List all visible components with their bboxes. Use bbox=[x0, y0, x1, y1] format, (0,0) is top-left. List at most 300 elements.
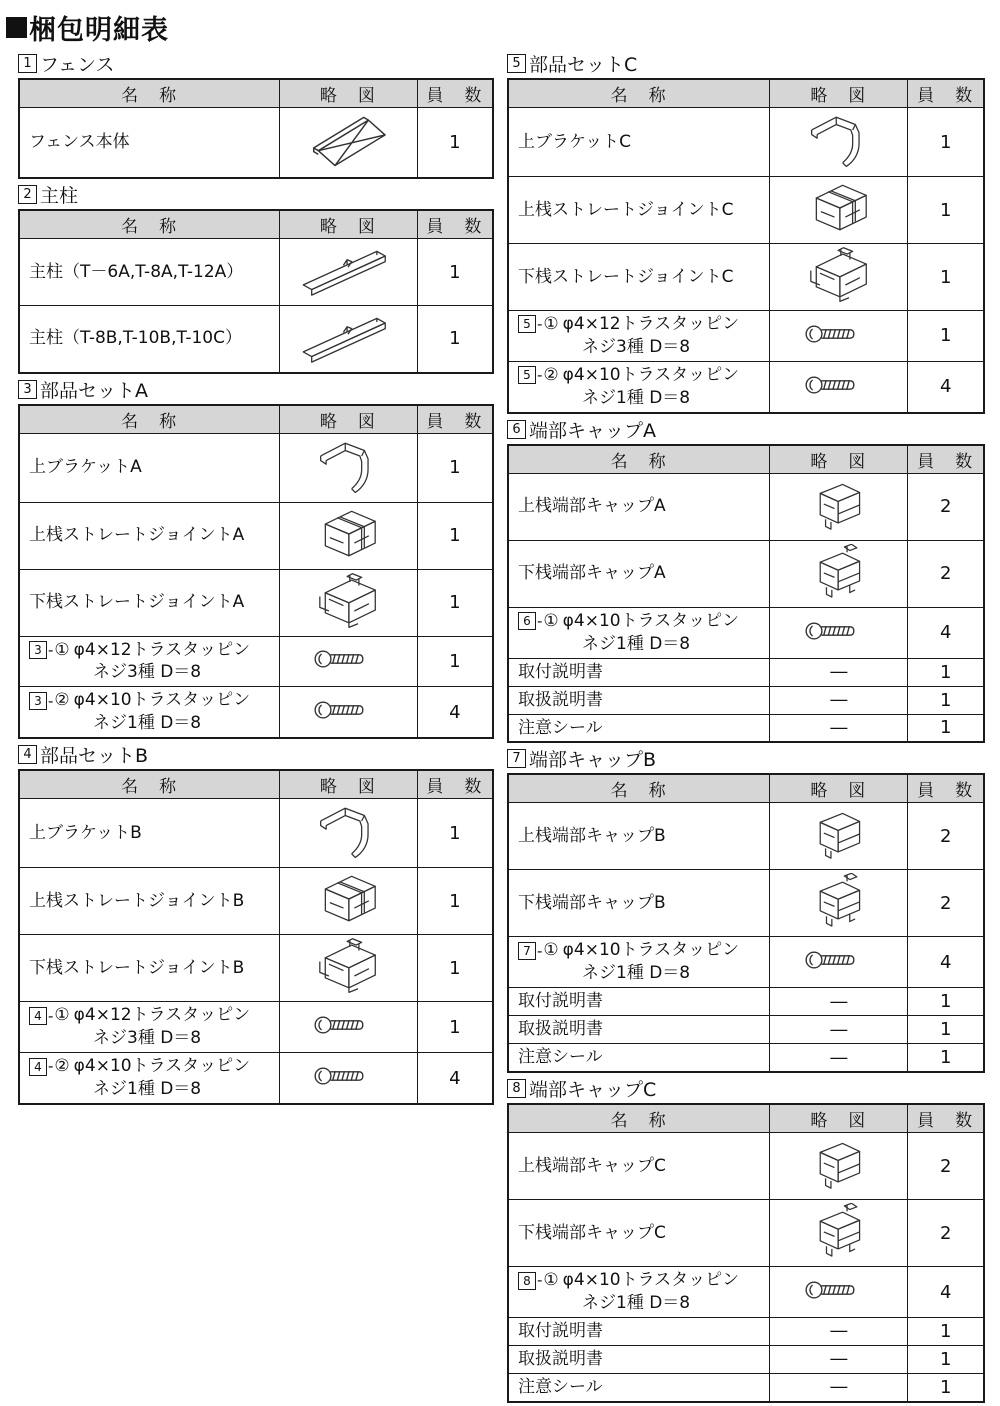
part-sketch-cell bbox=[770, 1318, 908, 1346]
table-header-row bbox=[508, 1104, 984, 1133]
part-name bbox=[518, 892, 765, 915]
part-quantity: 1 bbox=[417, 108, 493, 179]
prefix-number-box: 3 bbox=[29, 692, 47, 710]
part-name-line2: ネジ3種 D＝8 bbox=[93, 1028, 202, 1049]
table-header-row bbox=[508, 445, 984, 474]
part-quantity: 4 bbox=[908, 607, 984, 658]
table-row bbox=[508, 1373, 984, 1401]
table-row bbox=[19, 108, 493, 179]
prefix-separator: - bbox=[537, 941, 543, 960]
column-header-qty: 員 数 bbox=[908, 445, 984, 474]
column-header-qty: 員 数 bbox=[417, 210, 493, 239]
section-1 bbox=[18, 51, 494, 179]
part-quantity: 1 bbox=[417, 502, 493, 569]
section-title: 主柱 bbox=[40, 185, 79, 207]
table-row bbox=[508, 1133, 984, 1200]
table-row bbox=[508, 108, 984, 177]
part-name-cell bbox=[508, 988, 770, 1016]
section-label bbox=[507, 1076, 985, 1101]
part-name-cell bbox=[508, 540, 770, 607]
bracket-sketch-icon bbox=[798, 109, 880, 171]
part-name bbox=[518, 717, 765, 740]
prefix-number-box: 7 bbox=[518, 942, 536, 960]
part-quantity: 2 bbox=[908, 803, 984, 870]
part-sketch-cell bbox=[770, 1200, 908, 1267]
column-header-qty: 員 数 bbox=[908, 774, 984, 803]
table-row bbox=[508, 1267, 984, 1318]
table-row bbox=[19, 433, 493, 502]
part-sketch-cell bbox=[280, 799, 417, 868]
part-sketch-cell bbox=[280, 687, 417, 738]
bracket-sketch-icon bbox=[307, 435, 389, 497]
part-name-cell bbox=[19, 108, 280, 179]
table-row bbox=[508, 658, 984, 686]
part-name-cell bbox=[508, 1044, 770, 1072]
part-sketch-cell bbox=[770, 1133, 908, 1200]
no-sketch-dash: ― bbox=[830, 690, 848, 711]
no-sketch-dash: ― bbox=[830, 1377, 848, 1398]
part-sketch-cell bbox=[770, 361, 908, 412]
no-sketch-dash: ― bbox=[830, 717, 848, 738]
part-quantity: 4 bbox=[417, 1053, 493, 1104]
part-name-text: φ4×10トラスタッピン bbox=[562, 610, 740, 631]
prefix-number-box: 4 bbox=[29, 1058, 47, 1076]
prefix-separator: - bbox=[537, 1271, 543, 1290]
part-sketch-cell bbox=[770, 540, 908, 607]
part-name bbox=[518, 364, 765, 387]
table-row bbox=[508, 1200, 984, 1267]
screw-sketch-icon bbox=[802, 321, 876, 347]
part-name-text: 下桟ストレートジョイントA bbox=[29, 592, 245, 613]
column-header-name: 名 称 bbox=[19, 210, 280, 239]
part-sketch-cell bbox=[770, 658, 908, 686]
part-sketch-cell bbox=[280, 108, 417, 179]
cap-lower-sketch-icon bbox=[805, 1203, 873, 1259]
no-sketch-dash: ― bbox=[830, 991, 848, 1012]
part-name-text: 取扱説明書 bbox=[518, 1019, 603, 1040]
column-header-qty: 員 数 bbox=[417, 770, 493, 799]
page-title bbox=[6, 8, 169, 47]
part-name-line2: ネジ1種 D＝8 bbox=[582, 1293, 691, 1314]
column-header-name: 名 称 bbox=[508, 79, 770, 108]
part-name-cell bbox=[19, 433, 280, 502]
part-name-cell bbox=[508, 870, 770, 937]
part-name-cell bbox=[19, 636, 280, 687]
part-name bbox=[29, 131, 275, 154]
section-5 bbox=[507, 51, 985, 414]
prefix-number-circle: ① bbox=[54, 1005, 70, 1026]
part-name-cell bbox=[508, 1133, 770, 1200]
table-row bbox=[19, 569, 493, 636]
parts-table bbox=[18, 209, 494, 374]
part-name bbox=[518, 266, 765, 289]
part-sketch-cell bbox=[770, 1044, 908, 1072]
part-quantity: 2 bbox=[908, 473, 984, 540]
part-name bbox=[518, 1269, 765, 1292]
no-sketch-dash: ― bbox=[830, 1047, 848, 1068]
part-name bbox=[518, 131, 765, 154]
column-header-name: 名 称 bbox=[508, 1104, 770, 1133]
part-name-text: 上ブラケットA bbox=[29, 457, 142, 478]
section-6 bbox=[507, 417, 985, 744]
part-quantity: 4 bbox=[417, 687, 493, 738]
part-name-cell bbox=[19, 306, 280, 373]
part-sketch-cell bbox=[770, 1345, 908, 1373]
part-sketch-cell bbox=[770, 244, 908, 311]
table-row bbox=[508, 607, 984, 658]
part-quantity: 1 bbox=[417, 1002, 493, 1053]
title-square-icon bbox=[6, 17, 27, 38]
part-name-cell bbox=[508, 177, 770, 244]
part-quantity: 1 bbox=[908, 658, 984, 686]
part-quantity: 1 bbox=[908, 1044, 984, 1072]
parts-table bbox=[507, 78, 985, 414]
part-name-line2: ネジ1種 D＝8 bbox=[582, 963, 691, 984]
prefix-separator: - bbox=[48, 691, 54, 710]
part-sketch-cell bbox=[770, 177, 908, 244]
prefix-number-box: 8 bbox=[518, 1272, 536, 1290]
prefix-number-box: 5 bbox=[518, 315, 536, 333]
part-name-text: 上桟ストレートジョイントC bbox=[518, 199, 734, 220]
part-name-text: 取付説明書 bbox=[518, 1321, 603, 1341]
part-quantity: 2 bbox=[908, 870, 984, 937]
part-name-cell bbox=[508, 714, 770, 742]
section-title: 端部キャップB bbox=[529, 749, 657, 772]
parts-table bbox=[18, 404, 494, 740]
prefix-number-circle: ① bbox=[543, 314, 559, 334]
section-title: 端部キャップC bbox=[529, 1079, 657, 1102]
part-name-text: 上ブラケットB bbox=[29, 822, 142, 843]
screw-sketch-icon bbox=[802, 1277, 876, 1303]
prefix-number-circle: ② bbox=[54, 1056, 70, 1077]
part-name-cell bbox=[19, 1002, 280, 1053]
section-title: 端部キャップA bbox=[529, 419, 656, 442]
section-title: 部品セットC bbox=[529, 54, 638, 76]
page-title-text: 梱包明細表 bbox=[29, 15, 169, 46]
parts-table bbox=[507, 444, 985, 744]
prefix-separator: - bbox=[48, 1006, 54, 1025]
part-sketch-cell bbox=[770, 988, 908, 1016]
joint-lower-sketch-icon bbox=[307, 936, 389, 996]
part-name-cell bbox=[508, 1345, 770, 1373]
part-sketch-cell bbox=[770, 803, 908, 870]
section-number-box: 5 bbox=[507, 54, 526, 73]
section-label bbox=[18, 742, 494, 767]
part-sketch-cell bbox=[770, 686, 908, 714]
part-name-text: 上桟端部キャップA bbox=[518, 496, 666, 517]
column-header-name: 名 称 bbox=[19, 770, 280, 799]
prefix-number-box: 5 bbox=[518, 366, 536, 384]
part-name bbox=[518, 313, 765, 336]
part-quantity: 1 bbox=[417, 935, 493, 1002]
part-name-text: 取扱説明書 bbox=[518, 689, 603, 710]
part-name bbox=[518, 1222, 765, 1245]
section-number-box: 3 bbox=[18, 380, 37, 399]
column-header-name: 名 称 bbox=[19, 405, 280, 434]
part-name bbox=[518, 661, 765, 684]
table-row bbox=[19, 935, 493, 1002]
prefix-number-circle: ① bbox=[54, 639, 70, 660]
section-number-box: 1 bbox=[18, 54, 37, 73]
part-name bbox=[518, 1046, 765, 1069]
column-right bbox=[507, 50, 985, 1406]
table-header-row bbox=[19, 210, 493, 239]
part-name-cell bbox=[508, 1373, 770, 1401]
part-quantity: 1 bbox=[908, 244, 984, 311]
table-row bbox=[508, 540, 984, 607]
part-name-line2: ネジ3種 D＝8 bbox=[93, 662, 202, 683]
table-row bbox=[19, 1002, 493, 1053]
part-name-cell bbox=[19, 1053, 280, 1104]
part-quantity: 1 bbox=[908, 108, 984, 177]
part-name-text: φ4×10トラスタッピン bbox=[562, 1270, 740, 1291]
part-name-text: 注意シール bbox=[518, 1047, 603, 1068]
column-header-qty: 員 数 bbox=[908, 1104, 984, 1133]
section-2 bbox=[18, 182, 494, 374]
part-name-text: φ4×10トラスタッピン bbox=[562, 940, 740, 961]
part-name-cell bbox=[19, 799, 280, 868]
table-header-row bbox=[508, 774, 984, 803]
part-name-text: 下桟ストレートジョイントC bbox=[518, 266, 734, 287]
part-name-text: 取付説明書 bbox=[518, 661, 603, 682]
part-quantity: 2 bbox=[908, 540, 984, 607]
table-header-row bbox=[19, 79, 493, 108]
part-name-text: 上桟端部キャップB bbox=[518, 825, 666, 846]
prefix-number-box: 6 bbox=[518, 612, 536, 630]
table-header-row bbox=[508, 79, 984, 108]
post-sketch-icon bbox=[292, 243, 404, 297]
bracket-sketch-icon bbox=[307, 800, 389, 862]
part-quantity: 4 bbox=[908, 1267, 984, 1318]
part-name-text: 注意シール bbox=[518, 1376, 603, 1397]
section-number-box: 2 bbox=[18, 185, 37, 204]
cap-upper-sketch-icon bbox=[805, 807, 873, 861]
table-row bbox=[19, 502, 493, 569]
joint-upper-sketch-icon bbox=[307, 870, 389, 928]
part-name bbox=[29, 639, 275, 662]
part-name-cell bbox=[19, 868, 280, 935]
section-7 bbox=[507, 746, 985, 1073]
section-number-box: 8 bbox=[507, 1079, 526, 1098]
no-sketch-dash: ― bbox=[830, 1019, 848, 1040]
joint-lower-sketch-icon bbox=[798, 245, 880, 305]
part-name-text: 上桟端部キャップC bbox=[518, 1155, 666, 1176]
table-row bbox=[19, 239, 493, 306]
part-name-cell bbox=[508, 686, 770, 714]
section-title: 部品セットA bbox=[40, 379, 148, 402]
part-name-cell bbox=[508, 108, 770, 177]
screw-sketch-icon bbox=[311, 646, 385, 672]
parts-table bbox=[18, 78, 494, 179]
part-name-cell bbox=[508, 244, 770, 311]
part-quantity: 1 bbox=[908, 686, 984, 714]
table-row bbox=[508, 1318, 984, 1346]
part-name-text: 取付説明書 bbox=[518, 991, 603, 1012]
prefix-separator: - bbox=[48, 1057, 54, 1076]
column-header-sketch: 略 図 bbox=[770, 1104, 908, 1133]
screw-sketch-icon bbox=[311, 1063, 385, 1089]
part-name bbox=[29, 327, 275, 350]
part-name bbox=[518, 1018, 765, 1041]
part-sketch-cell bbox=[770, 1373, 908, 1401]
prefix-separator: - bbox=[48, 640, 54, 659]
part-name-cell bbox=[19, 569, 280, 636]
part-name-line2: ネジ3種 D＝8 bbox=[582, 336, 691, 357]
part-sketch-cell bbox=[770, 870, 908, 937]
table-header-row bbox=[19, 770, 493, 799]
prefix-number-circle: ① bbox=[543, 1270, 559, 1291]
column-header-name: 名 称 bbox=[508, 774, 770, 803]
prefix-number-box: 3 bbox=[29, 641, 47, 659]
part-quantity: 1 bbox=[417, 306, 493, 373]
column-header-name: 名 称 bbox=[508, 445, 770, 474]
table-row bbox=[19, 1053, 493, 1104]
table-row bbox=[508, 177, 984, 244]
part-quantity: 1 bbox=[908, 177, 984, 244]
part-quantity: 1 bbox=[417, 868, 493, 935]
part-name-cell bbox=[19, 687, 280, 738]
part-name-text: φ4×10トラスタッピン bbox=[73, 1056, 251, 1077]
part-name-cell bbox=[19, 502, 280, 569]
parts-table bbox=[507, 773, 985, 1073]
cap-upper-sketch-icon bbox=[805, 478, 873, 532]
part-quantity: 2 bbox=[908, 1200, 984, 1267]
part-name bbox=[518, 1376, 765, 1399]
part-name bbox=[518, 689, 765, 712]
table-row bbox=[508, 803, 984, 870]
part-name-text: 注意シール bbox=[518, 717, 603, 738]
part-name-cell bbox=[508, 658, 770, 686]
part-name bbox=[518, 990, 765, 1013]
part-sketch-cell bbox=[280, 306, 417, 373]
part-name-cell bbox=[508, 473, 770, 540]
part-quantity: 1 bbox=[908, 714, 984, 742]
column-header-qty: 員 数 bbox=[417, 405, 493, 434]
part-name-cell bbox=[508, 937, 770, 988]
part-quantity: 1 bbox=[417, 636, 493, 687]
cap-upper-sketch-icon bbox=[805, 1137, 873, 1191]
no-sketch-dash: ― bbox=[830, 662, 848, 683]
table-row bbox=[19, 687, 493, 738]
part-name-text: 上桟ストレートジョイントA bbox=[29, 525, 245, 546]
part-quantity: 4 bbox=[908, 937, 984, 988]
column-header-qty: 員 数 bbox=[908, 79, 984, 108]
part-name-text: 下桟端部キャップA bbox=[518, 563, 666, 584]
column-header-sketch: 略 図 bbox=[280, 210, 417, 239]
part-name-cell bbox=[508, 311, 770, 362]
part-name bbox=[29, 1004, 275, 1027]
screw-sketch-icon bbox=[802, 947, 876, 973]
part-quantity: 4 bbox=[908, 361, 984, 412]
part-name-text: 主柱（T－6A,T-8A,T-12A） bbox=[29, 261, 244, 282]
part-name bbox=[29, 689, 275, 712]
prefix-number-circle: ② bbox=[543, 364, 559, 385]
part-name bbox=[518, 495, 765, 518]
part-name-cell bbox=[508, 1267, 770, 1318]
prefix-separator: - bbox=[537, 366, 543, 385]
part-name-line2: ネジ1種 D＝8 bbox=[582, 633, 691, 654]
part-sketch-cell bbox=[770, 108, 908, 177]
part-quantity: 1 bbox=[908, 1373, 984, 1401]
part-sketch-cell bbox=[280, 636, 417, 687]
joint-lower-sketch-icon bbox=[307, 571, 389, 631]
part-name bbox=[518, 562, 765, 585]
column-header-sketch: 略 図 bbox=[280, 405, 417, 434]
part-sketch-cell bbox=[280, 239, 417, 306]
part-name bbox=[518, 1348, 765, 1371]
screw-sketch-icon bbox=[311, 1012, 385, 1038]
section-4 bbox=[18, 742, 494, 1105]
prefix-number-circle: ② bbox=[54, 690, 70, 711]
part-sketch-cell bbox=[280, 1053, 417, 1104]
no-sketch-dash: ― bbox=[830, 1349, 848, 1370]
prefix-separator: - bbox=[537, 612, 543, 631]
part-sketch-cell bbox=[770, 937, 908, 988]
part-name-cell bbox=[19, 935, 280, 1002]
no-sketch-dash: ― bbox=[830, 1321, 848, 1342]
part-name bbox=[29, 890, 275, 913]
column-header-sketch: 略 図 bbox=[770, 79, 908, 108]
table-row bbox=[508, 244, 984, 311]
table-row bbox=[508, 1016, 984, 1044]
screw-sketch-icon bbox=[802, 372, 876, 398]
section-number-box: 7 bbox=[507, 749, 526, 768]
part-name-cell bbox=[508, 1318, 770, 1346]
part-name-text: φ4×12トラスタッピン bbox=[73, 1005, 251, 1026]
part-name-text: 上桟ストレートジョイントB bbox=[29, 890, 245, 911]
part-quantity: 2 bbox=[908, 1133, 984, 1200]
part-sketch-cell bbox=[280, 433, 417, 502]
table-row bbox=[508, 1345, 984, 1373]
part-name bbox=[29, 822, 275, 845]
part-name-text: 下桟端部キャップB bbox=[518, 892, 666, 913]
section-label bbox=[18, 182, 494, 207]
section-3 bbox=[18, 377, 494, 740]
column-header-sketch: 略 図 bbox=[770, 445, 908, 474]
part-name-text: 取扱説明書 bbox=[518, 1348, 603, 1369]
part-name-text: 下桟ストレートジョイントB bbox=[29, 957, 245, 978]
part-quantity: 1 bbox=[908, 1016, 984, 1044]
table-row bbox=[19, 799, 493, 868]
part-name-text: φ4×12トラスタッピン bbox=[73, 639, 251, 660]
part-name-cell bbox=[508, 803, 770, 870]
parts-table bbox=[18, 769, 494, 1105]
part-sketch-cell bbox=[280, 1002, 417, 1053]
table-row bbox=[508, 988, 984, 1016]
screw-sketch-icon bbox=[311, 697, 385, 723]
prefix-number-circle: ① bbox=[543, 610, 559, 631]
post-sketch-icon bbox=[292, 310, 404, 364]
screw-sketch-icon bbox=[802, 618, 876, 644]
table-row bbox=[508, 1044, 984, 1072]
cap-lower-sketch-icon bbox=[805, 873, 873, 929]
prefix-number-circle: ① bbox=[543, 940, 559, 961]
table-row bbox=[19, 636, 493, 687]
part-name bbox=[29, 1055, 275, 1078]
part-name-line2: ネジ1種 D＝8 bbox=[582, 387, 691, 408]
section-label bbox=[507, 51, 985, 76]
section-number-box: 4 bbox=[18, 745, 37, 764]
part-name-cell bbox=[508, 1200, 770, 1267]
part-name bbox=[29, 456, 275, 479]
column-header-name: 名 称 bbox=[19, 79, 280, 108]
part-sketch-cell bbox=[770, 607, 908, 658]
section-title: フェンス bbox=[40, 54, 115, 76]
part-quantity: 1 bbox=[908, 311, 984, 362]
part-name-text: 主柱（T-8B,T-10B,T-10C） bbox=[29, 328, 242, 349]
part-sketch-cell bbox=[280, 569, 417, 636]
section-label bbox=[18, 377, 494, 402]
